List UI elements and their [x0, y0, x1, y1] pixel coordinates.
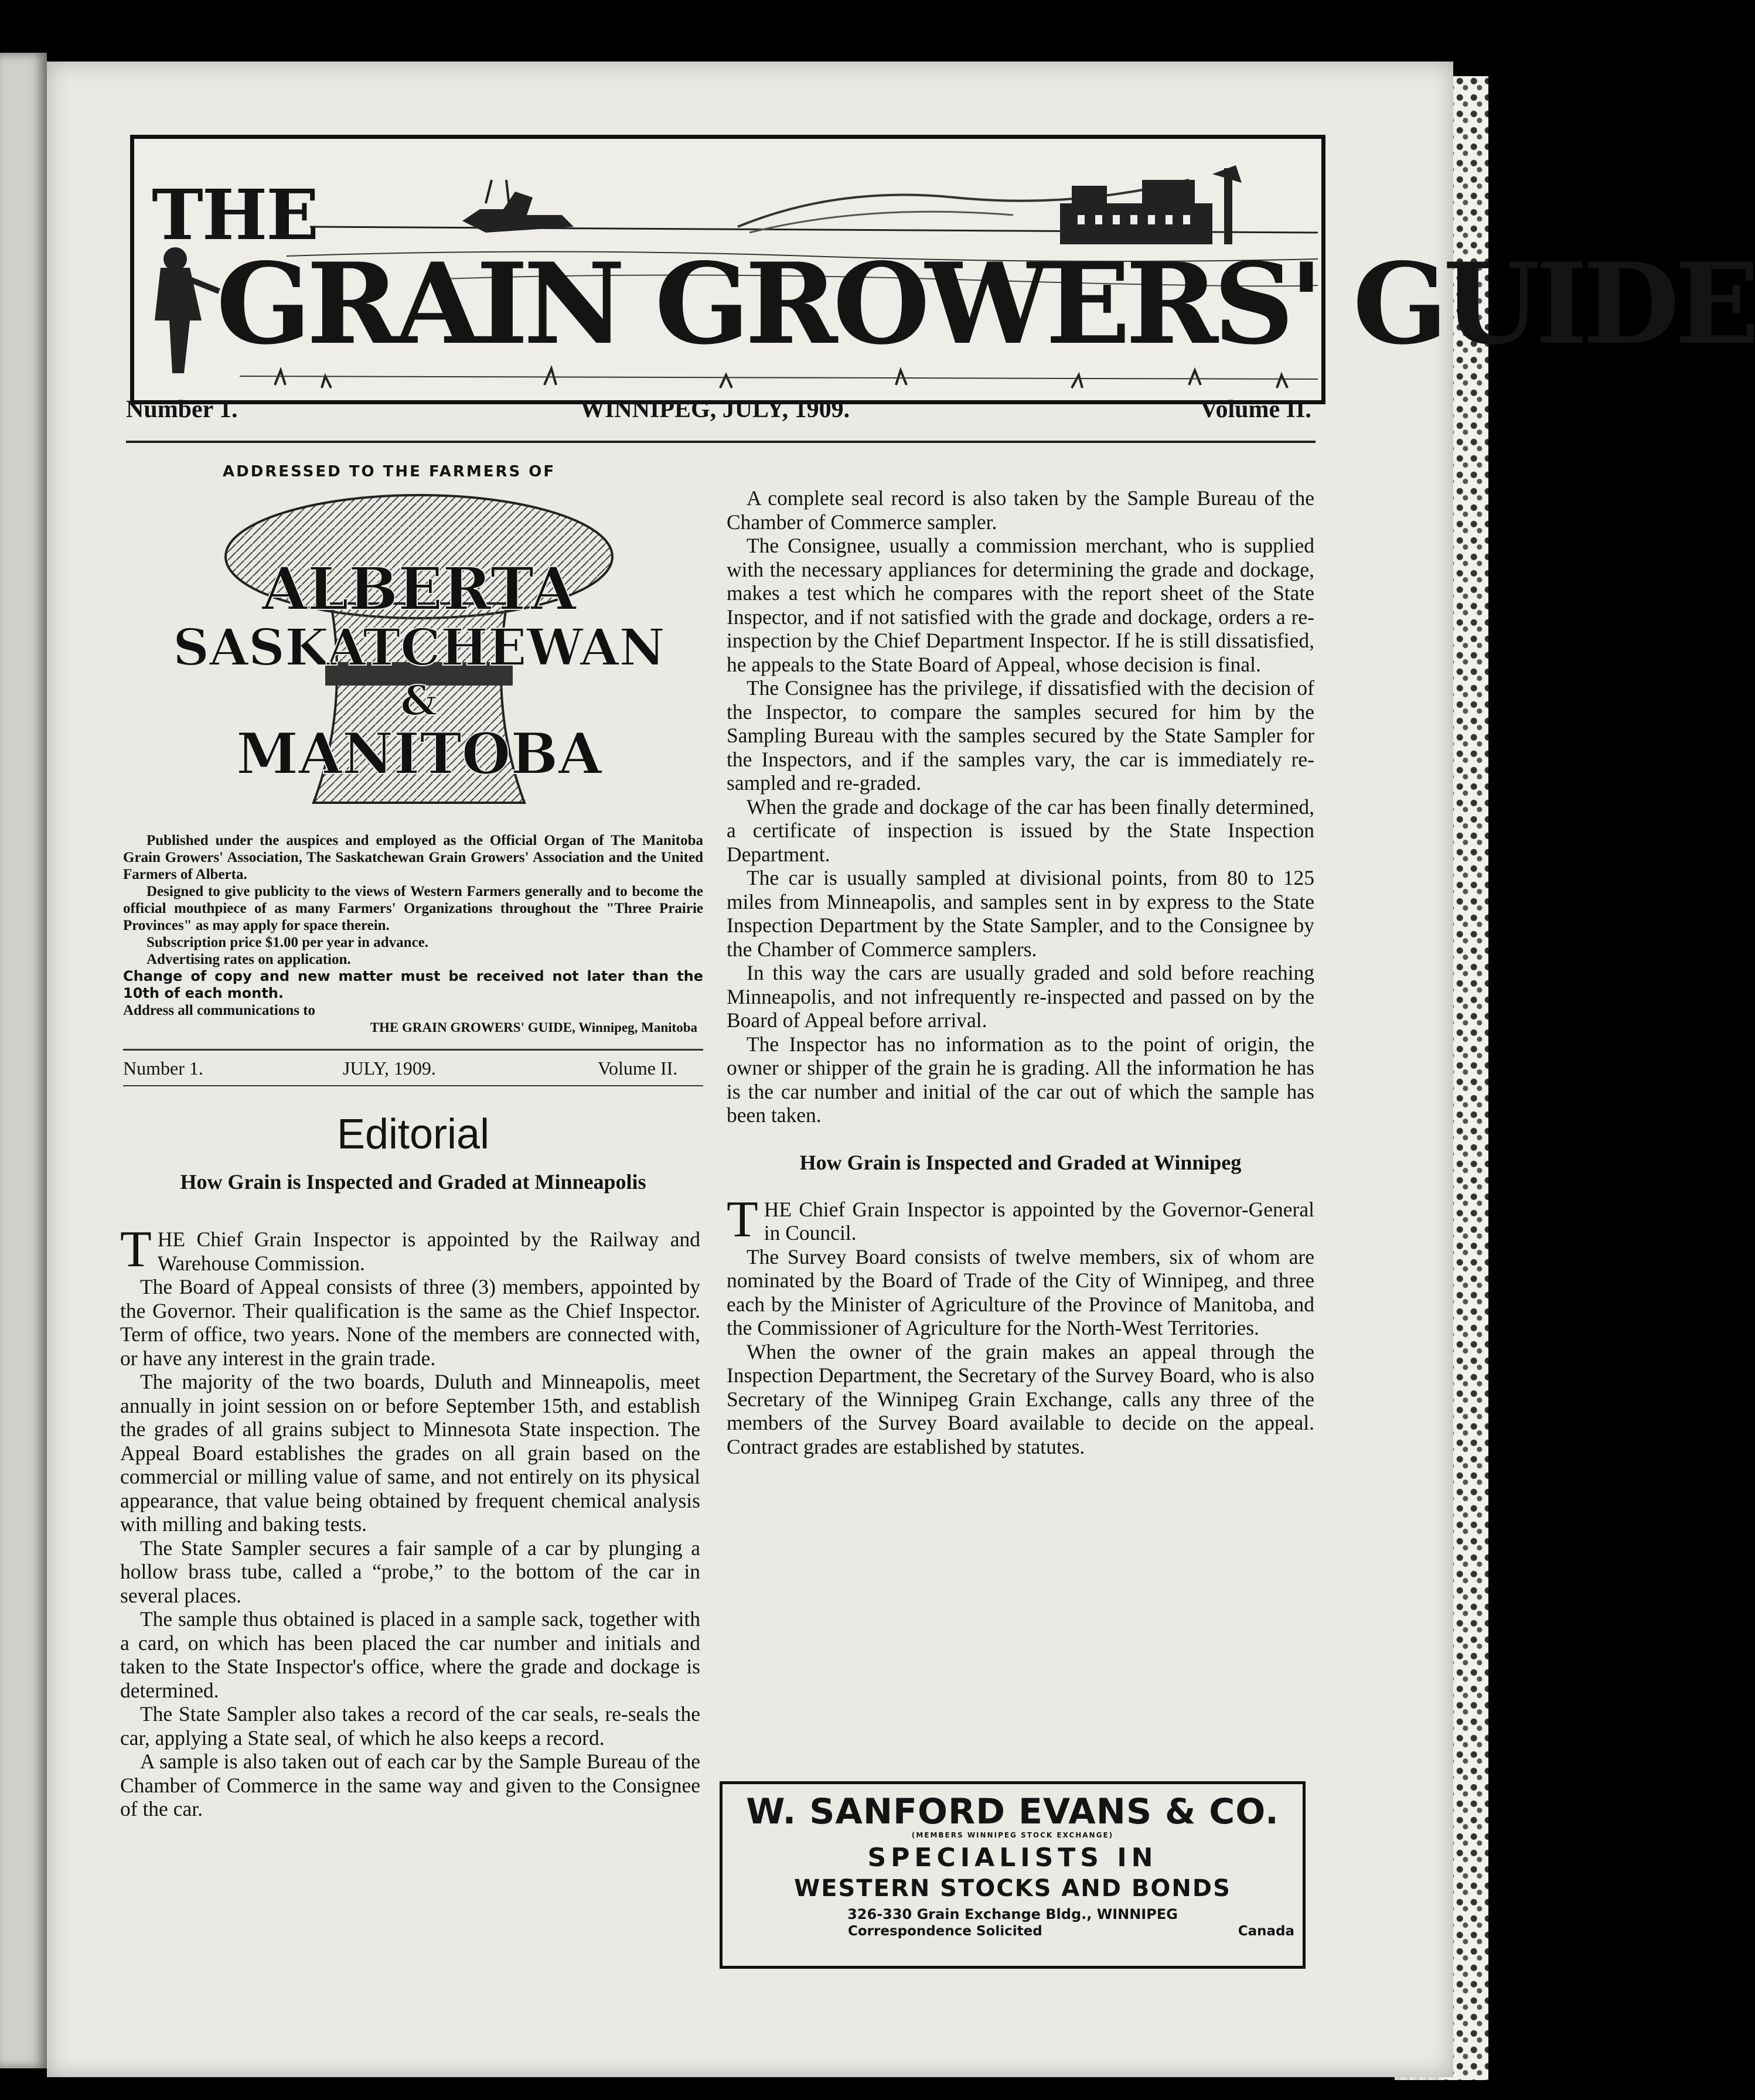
masthead — [130, 135, 1755, 404]
article-left-column — [120, 1221, 700, 1821]
publication-notice — [123, 832, 703, 1036]
notice-official-organ: Published under the auspices and employed as the Official Organ of The Manitoba Grain Growers' Association, The Saskatchewan Grain Growers' Association and the United Farmers of Alberta. — [123, 833, 703, 882]
ad-address: 326-330 Grain Exchange Bldg., WINNIPEG — [847, 1906, 1178, 1922]
paragraph: The majority of the two boards, Duluth and Minneapolis, meet annually in joint session on or before September 15th, and establish the grades of all grains subject to Minnesota State inspection. The Appeal Board establishes the grades on all grain based on the commercial or milling value of same, and not entirely on its physical appearance, that value being obtained by frequent chemical analysis with milling and baking tests. — [120, 1370, 700, 1536]
notice-subscription: Subscription price $1.00 per year in advance. — [146, 935, 429, 950]
ad-company-name: W. SANFORD EVANS & CO. — [746, 1791, 1279, 1832]
ad-specialists: SPECIALISTS IN — [867, 1843, 1158, 1873]
paragraph: The Survey Board consists of twelve members, six of whom are nominated by the Board of Trade of the City of Winnipeg, and three each by the Minister of Agriculture of the Province of Manitoba, and the Commissioner of Agriculture for the North-West Territories. — [727, 1245, 1314, 1339]
issue-small-date: JULY, 1909. — [343, 1058, 436, 1079]
issue-volume: Volume II. — [1200, 396, 1311, 423]
paragraph: THE Chief Grain Inspector is appointed by the Railway and Warehouse Commission. — [120, 1221, 700, 1278]
masthead-the: THE — [152, 174, 318, 255]
province-manitoba: MANITOBA — [236, 721, 602, 787]
editorial-heading: Editorial — [336, 1111, 490, 1158]
header-rule — [126, 441, 1316, 443]
subhead-minneapolis: How Grain is Inspected and Graded at Minneapolis — [180, 1170, 646, 1194]
issue-small-volume: Volume II. — [598, 1058, 678, 1079]
notice-address-label: Address all communications to — [123, 1003, 316, 1018]
notice-advertising: Advertising rates on application. — [146, 952, 351, 967]
notice-copy-deadline: Change of copy and new matter must be received not later than the 10th of each month. — [123, 968, 703, 1001]
drop-cap: T — [727, 1191, 758, 1248]
province-ampersand: & — [400, 676, 438, 725]
subhead-winnipeg: How Grain is Inspected and Graded at Winnipeg — [799, 1150, 1242, 1174]
paragraph: The Consignee, usually a commission merchant, who is supplied with the necessary appliances for determining the grade and dockage, makes a test which he compares with the report sheet of the State Inspector, and if not satisfied with the grade and dockage, orders a re-inspection by the Chief Department Inspector. If he is still dissatisfied, he appeals to the State Board of Appeal, whose decision is final. — [727, 534, 1314, 676]
ad-canada: Canada — [1238, 1924, 1294, 1939]
issue-rule-top — [123, 1049, 703, 1051]
paragraph: A complete seal record is also taken by the Sample Bureau of the Chamber of Commerce sampler. — [727, 486, 1314, 534]
advertisement-box — [720, 1781, 1306, 1969]
issue-rule-bottom — [123, 1085, 703, 1086]
paragraph: The State Sampler also takes a record of the car seals, re-seals the car, applying a State seal, of which he also keeps a record. — [120, 1702, 700, 1750]
paragraph: The Inspector has no information as to the point of origin, the owner or shipper of the grain he is grading. All the information he has is the car number and initial of the car out of which the sample has been taken. — [727, 1032, 1314, 1127]
province-saskatchewan: SASKATCHEWAN — [173, 618, 665, 677]
paragraph: The sample thus obtained is placed in a sample sack, together with a card, on which has been placed the car number and initials and taken to the State Inspector's office, where the grade and dockage is determined. — [120, 1607, 700, 1702]
issue-small-number: Number 1. — [123, 1058, 203, 1079]
addressed-line: ADDRESSED TO THE FARMERS OF — [223, 463, 556, 480]
paragraph: When the grade and dockage of the car has been finally determined, a certificate of inspection is issued by the State Inspection Department. — [727, 795, 1314, 866]
issue-date: WINNIPEG, JULY, 1909. — [580, 396, 850, 423]
article-right-column — [727, 486, 1314, 1458]
ad-footer — [731, 1924, 1294, 1941]
ad-members-note: (MEMBERS WINNIPEG STOCK EXCHANGE) — [911, 1831, 1114, 1839]
paragraph: When the owner of the grain makes an appeal through the Inspection Department, the Secretary of the Survey Board, who is also Secretary of the Winnipeg Grain Exchange, calls any three of the members of the Survey Board available to decide on the appeal. Contract grades are established by statutes. — [727, 1339, 1314, 1458]
paragraph: The car is usually sampled at divisional points, from 80 to 125 miles from Minneapolis, and samples sent in by express to the State Inspection Department by the State Sampler, and to the Consignee by the Chamber of Commerce samplers. — [727, 866, 1314, 961]
notice-address: THE GRAIN GROWERS' GUIDE, Winnipeg, Manitoba — [370, 1020, 697, 1035]
paragraph: The State Sampler secures a fair sample of a car by plunging a hollow brass tube, called a “probe,” to the bottom of the car in several places. — [120, 1536, 700, 1607]
province-alberta: ALBERTA — [261, 554, 577, 623]
notice-designed: Designed to give publicity to the views of Western Farmers generally and to become the official mouthpiece of as many Farmers' Organizations throughout the "Three Prairie Provinces" as may apply for space therein. — [123, 884, 703, 933]
issue-number: Number 1. — [126, 396, 238, 423]
masthead-title: GRAIN GROWERS' GUIDE — [216, 238, 1755, 369]
paragraph: A sample is also taken out of each car by the Sample Bureau of the Chamber of Commerce in the same way and given to the Consignee of the car. — [120, 1750, 700, 1821]
paragraph: In this way the cars are usually graded and sold before reaching Minneapolis, and not infrequently re-inspected and passed on by the Board of Appeal before arrival. — [727, 961, 1314, 1032]
book-gutter — [0, 53, 47, 2068]
paragraph: THE Chief Grain Inspector is appointed by the Governor-General in Council. — [727, 1191, 1314, 1248]
drop-cap: T — [120, 1221, 152, 1278]
ad-correspondence: Correspondence Solicited — [848, 1924, 1042, 1939]
paragraph: The Consignee has the privilege, if dissatisfied with the decision of the Inspector, to compare the samples secured for him by the Sampling Bureau with the samples secured by the State Sampler for the Inspectors, and if the samples vary, the car is immediately re-sampled and re-graded. — [727, 676, 1314, 795]
wheat-sheaf-illustration — [138, 486, 700, 826]
paragraph: The Board of Appeal consists of three (3) members, appointed by the Governor. Their qualification is the same as the Chief Inspector. Term of office, two years. None of the members are connected with, or have any interest in the grain trade. — [120, 1275, 700, 1370]
ad-western-stocks: WESTERN STOCKS AND BONDS — [794, 1875, 1231, 1902]
